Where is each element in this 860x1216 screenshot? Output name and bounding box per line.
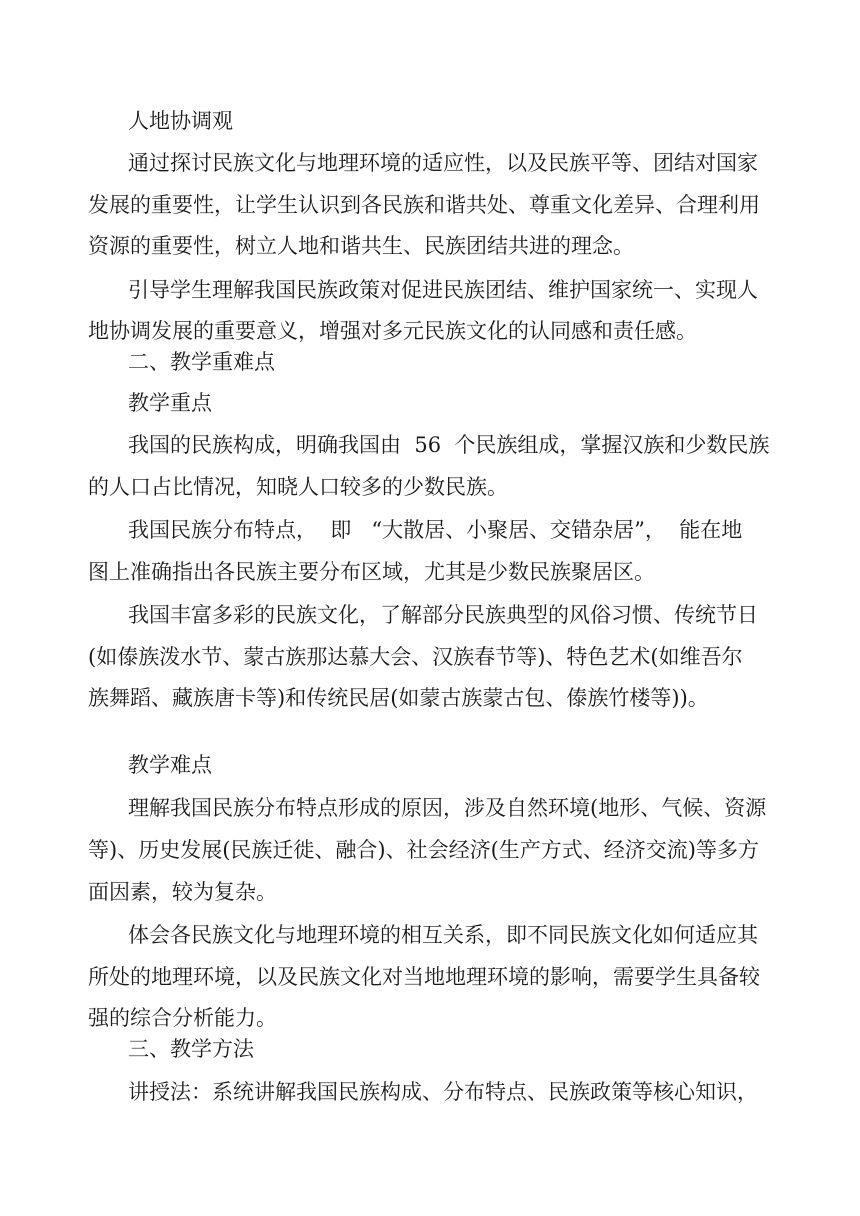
paragraph-line: 通过探讨民族文化与地理环境的适应性，以及民族平等、团结对国家 [128,151,758,175]
paragraph-line: 图上准确指出各民族主要分布区域，尤其是少数民族聚居区。 [88,560,655,584]
paragraph-line: 的人口占比情况，知晓人口较多的少数民族。 [88,475,508,499]
paragraph-line: 我国丰富多彩的民族文化，了解部分民族典型的风俗习惯、传统节日 [128,603,758,627]
paragraph-line: 面因素，较为复杂。 [88,880,277,904]
paragraph-line: 理解我国民族分布特点形成的原因，涉及自然环境(地形、气候、资源 [128,796,767,820]
paragraph-line: (如傣族泼水节、蒙古族那达慕大会、汉族春节等)、特色艺术(如维吾尔 [88,645,743,669]
paragraph-line: 资源的重要性，树立人地和谐共生、民族团结共进的理念。 [88,234,634,258]
paragraph-line: 发展的重要性，让学生认识到各民族和谐共处、尊重文化差异、合理利用 [88,193,760,217]
section-heading-human-earth: 人地协调观 [128,109,233,133]
paragraph-line: 所处的地理环境，以及民族文化对当地地理环境的影响，需要学生具备较 [88,965,760,989]
subheading-difficulties: 教学难点 [128,753,212,777]
paragraph-line: 讲授法：系统讲解我国民族构成、分布特点、民族政策等核心知识， [128,1080,758,1104]
paragraph-line: 地协调发展的重要意义，增强对多元民族文化的认同感和责任感。 [88,319,697,343]
paragraph-line: 强的综合分析能力。 [88,1006,277,1030]
paragraph-line: 体会各民族文化与地理环境的相互关系，即不同民族文化如何适应其 [128,923,758,947]
paragraph-line: 等)、历史发展(民族迁徙、融合)、社会经济(生产方式、经济交流)等多方 [88,838,759,862]
paragraph-line: 引导学生理解我国民族政策对促进民族团结、维护国家统一、实现人 [128,278,758,302]
paragraph-line: 我国的民族构成，明确我国由 56 个民族组成，掌握汉族和少数民族 [128,433,770,457]
paragraph-line: 我国民族分布特点， 即 “大散居、小聚居、交错杂居”， 能在地 [128,518,743,542]
section-heading-methods: 三、教学方法 [128,1037,254,1061]
paragraph-line: 族舞蹈、藏族唐卡等)和传统民居(如蒙古族蒙古包、傣族竹楼等))。 [88,686,709,710]
section-heading-key-difficulties: 二、教学重难点 [128,350,275,374]
subheading-key-points: 教学重点 [128,391,212,415]
